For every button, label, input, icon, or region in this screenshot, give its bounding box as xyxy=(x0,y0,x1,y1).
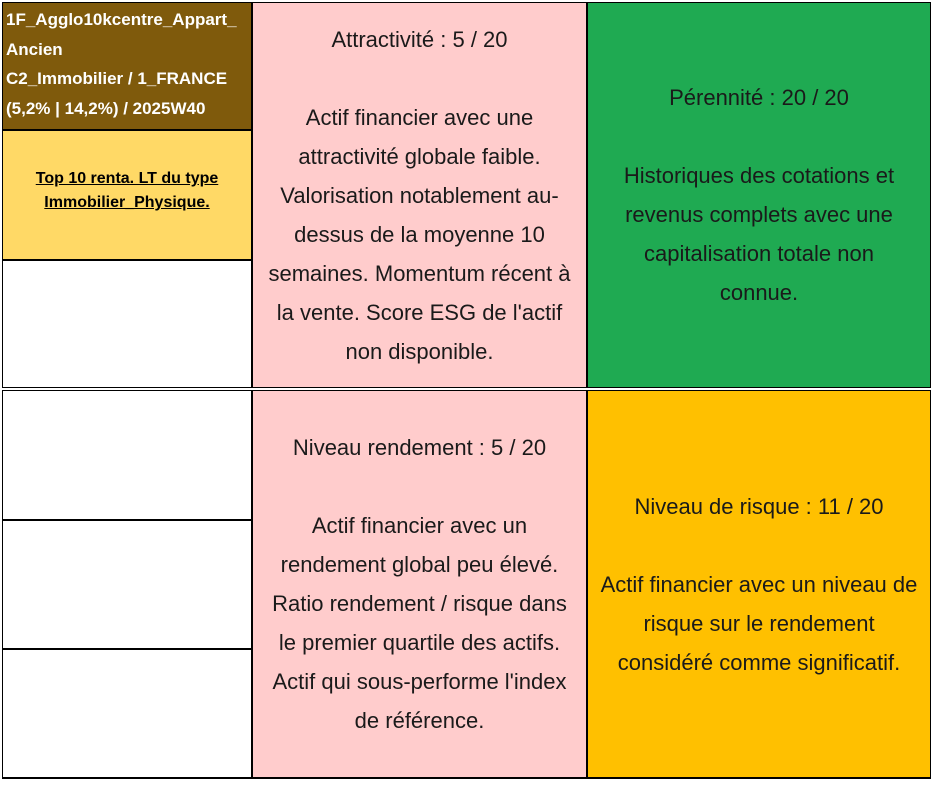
risque-description xyxy=(601,565,918,682)
description-line: la vente. Score ESG de l'actif xyxy=(276,299,563,325)
asset-identity-line: C2_Immobilier / 1_FRANCE xyxy=(6,69,228,88)
bottom-rule xyxy=(2,778,931,779)
description-line: dessus de la moyenne 10 xyxy=(294,221,545,247)
attractivite-card xyxy=(252,2,587,388)
description-line: non disponible. xyxy=(345,338,494,364)
description-line: Ratio rendement / risque dans xyxy=(272,591,567,616)
description-line: considéré comme significatif. xyxy=(617,649,901,675)
asset-identity-line: Ancien xyxy=(6,39,63,59)
risque-title: Niveau de risque : 11 / 20 xyxy=(634,493,884,519)
description-line: Actif financier avec un niveau de xyxy=(600,571,918,597)
perennite-title: Pérennité : 20 / 20 xyxy=(669,85,849,110)
description-line: Historiques des cotations et xyxy=(623,163,895,188)
description-line: revenus complets avec une xyxy=(625,202,893,227)
description-line: capitalisation totale non xyxy=(644,241,874,266)
description-line: Valorisation notablement au- xyxy=(280,182,559,208)
attractivite-description xyxy=(268,98,570,371)
description-line: Actif financier avec un xyxy=(311,513,528,538)
ranking-line: Top 10 renta. LT du type xyxy=(35,170,219,187)
description-line: semaines. Momentum récent à xyxy=(268,260,571,286)
description-line: le premier quartile des actifs. xyxy=(278,630,561,655)
description-line: Actif financier avec une xyxy=(305,104,534,130)
description-line: Actif qui sous-performe l'index xyxy=(272,669,567,694)
asset-identity-cell xyxy=(2,2,252,130)
rendement-card xyxy=(252,390,587,778)
description-line: connue. xyxy=(719,280,799,305)
asset-identity-line: 1F_Agglo10kcentre_Appart_ xyxy=(6,10,237,29)
description-line: risque sur le rendement xyxy=(643,610,875,636)
description-line: attractivité globale faible. xyxy=(298,143,541,169)
description-line: de référence. xyxy=(354,708,485,733)
empty-cell xyxy=(2,649,252,778)
attractivite-title: Attractivité : 5 / 20 xyxy=(331,26,508,52)
perennite-description xyxy=(624,156,894,312)
empty-cell xyxy=(2,390,252,520)
rendement-description xyxy=(272,506,567,740)
ranking-line: Immobilier_Physique. xyxy=(44,194,210,211)
perennite-card xyxy=(587,2,931,388)
rendement-title: Niveau rendement : 5 / 20 xyxy=(292,435,547,460)
empty-cell xyxy=(2,520,252,649)
empty-cell xyxy=(2,260,252,388)
description-line: rendement global peu élevé. xyxy=(280,552,559,577)
risque-card xyxy=(587,390,931,778)
asset-identity-line: (5,2% | 14,2%) / 2025W40 xyxy=(6,98,206,118)
ranking-cell xyxy=(2,130,252,260)
